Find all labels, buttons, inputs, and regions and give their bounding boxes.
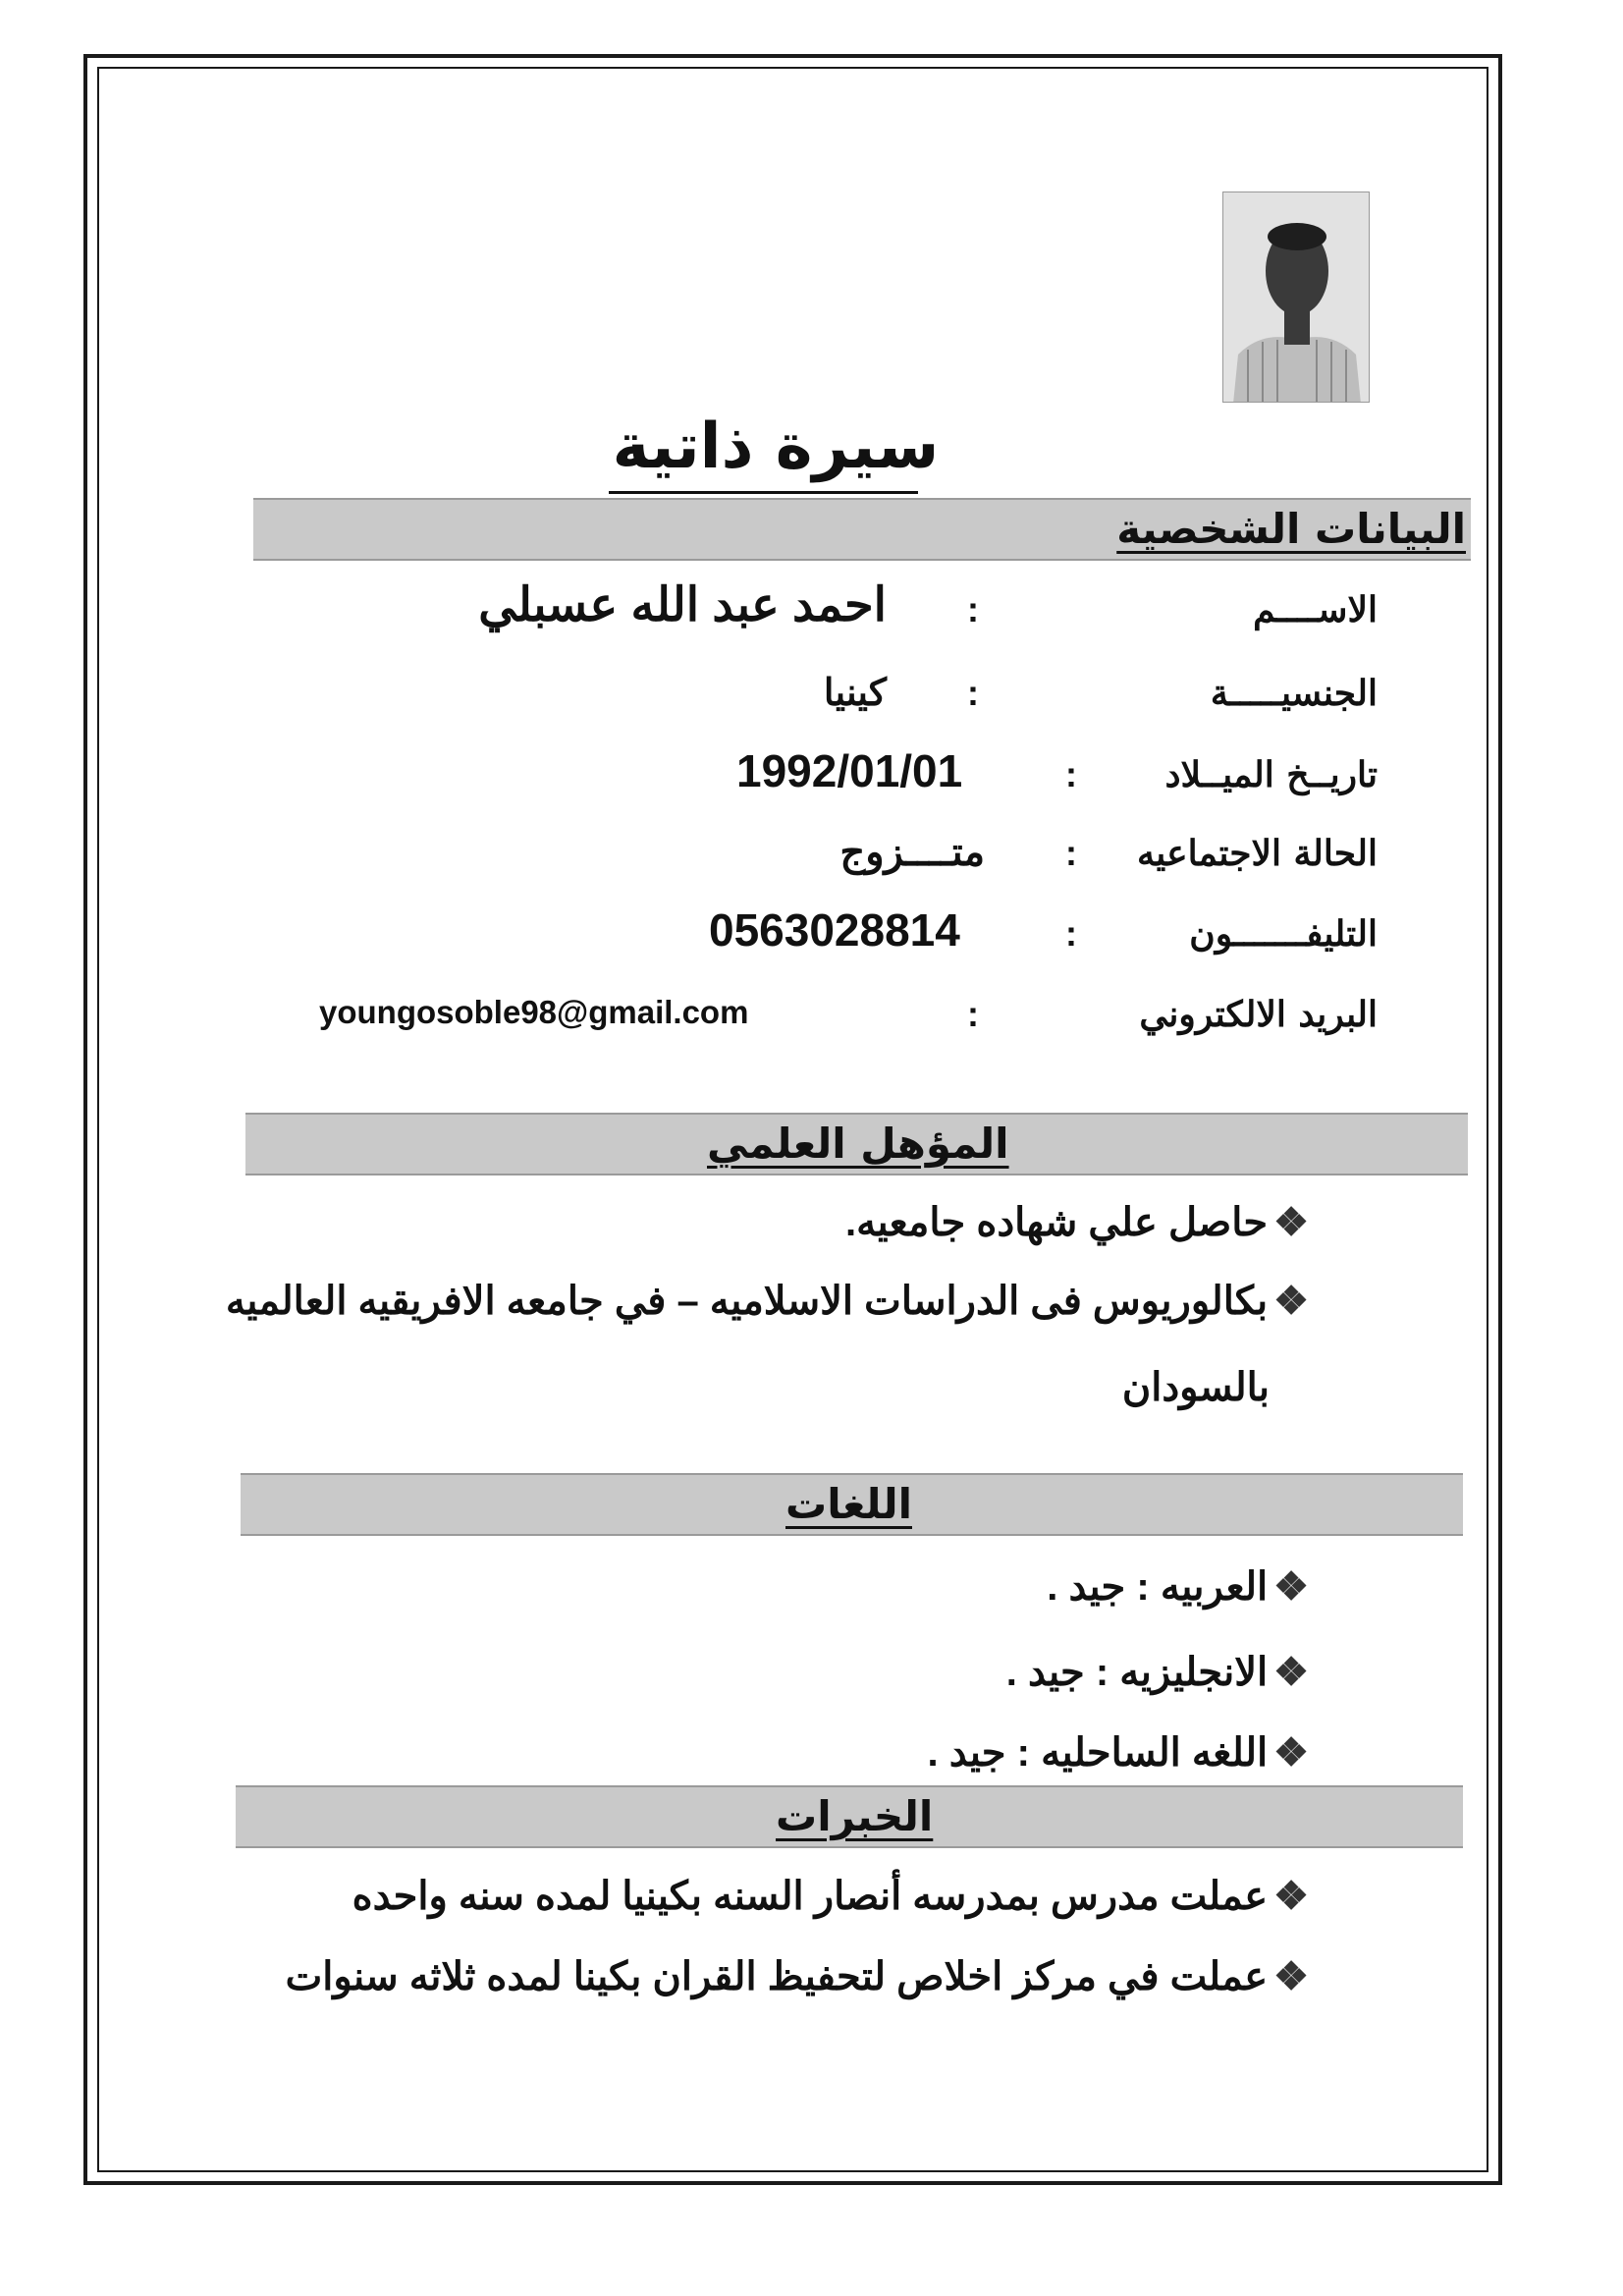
phone-value: 0563028814: [709, 904, 960, 956]
section-title-education: المؤهل العلمي: [707, 1120, 1009, 1168]
page-title: سيرة ذاتية: [612, 410, 940, 483]
dob-label: تاريــخ الميــلاد: [1164, 754, 1378, 795]
bullet-icon: ❖: [1273, 1731, 1309, 1775]
experience-item-2: [286, 1954, 1309, 1999]
section-title-experience: الخبرات: [776, 1792, 934, 1840]
nationality-colon: :: [967, 673, 979, 713]
bullet-icon: ❖: [1273, 1875, 1309, 1918]
language-item-3-text: اللغه الساحليه : جيد .: [927, 1731, 1269, 1775]
email-label: البريد الالكتروني: [1139, 994, 1378, 1035]
experience-item-1: [352, 1874, 1309, 1919]
name-value: احمد عبد الله عسبلي: [478, 579, 887, 631]
marital-label: الحالة الاجتماعيه: [1136, 833, 1378, 874]
bullet-icon: ❖: [1273, 1955, 1309, 1998]
phone-colon: :: [1065, 913, 1077, 954]
bullet-icon: ❖: [1273, 1280, 1309, 1323]
section-title-personal: البيانات الشخصية: [1116, 505, 1466, 553]
bullet-icon: ❖: [1273, 1651, 1309, 1694]
experience-item-2-text: عملت في مركز اخلاص لتحفيظ القران بكينا لمده ثلاثه سنوات: [285, 1955, 1269, 1998]
email-value[interactable]: youngosoble98@gmail.com: [319, 994, 749, 1030]
name-label: الاســــم: [1253, 589, 1378, 630]
bullet-icon: ❖: [1273, 1565, 1309, 1609]
dob-colon: :: [1065, 754, 1077, 794]
language-item-1: [1047, 1564, 1309, 1610]
education-item-1-text: حاصل علي شهاده جامعيه.: [845, 1201, 1269, 1244]
section-title-languages: اللغات: [785, 1480, 912, 1528]
bullet-icon: ❖: [1273, 1201, 1309, 1244]
nationality-value: كينيا: [823, 673, 887, 714]
language-item-1-text: العربيه : جيد .: [1047, 1565, 1269, 1609]
education-item-2: [226, 1279, 1309, 1324]
dob-value: 1992/01/01: [736, 745, 963, 796]
nationality-label: الجنسيـــــة: [1210, 673, 1378, 714]
language-item-3: [928, 1730, 1309, 1776]
title-underline: [609, 491, 918, 494]
phone-label: التليفـــــــون: [1189, 913, 1378, 955]
language-item-2: [1006, 1650, 1309, 1695]
education-item-2-cont: بالسودان: [1121, 1366, 1270, 1409]
experience-item-1-text: عملت مدرس بمدرسه أنصار السنه بكينيا لمده سنه واحده: [352, 1875, 1269, 1918]
profile-photo: [1222, 191, 1370, 403]
language-item-2-text: الانجليزيه : جيد .: [1005, 1651, 1269, 1694]
marital-value: متــــزوج: [839, 831, 985, 874]
education-item-2-text: بكالوريوس فى الدراسات الاسلاميه – في جامعه الافريقيه العالميه: [225, 1280, 1269, 1323]
education-item-1: [845, 1200, 1309, 1245]
email-colon: :: [967, 994, 979, 1034]
name-colon: :: [967, 589, 979, 629]
marital-colon: :: [1065, 833, 1077, 873]
